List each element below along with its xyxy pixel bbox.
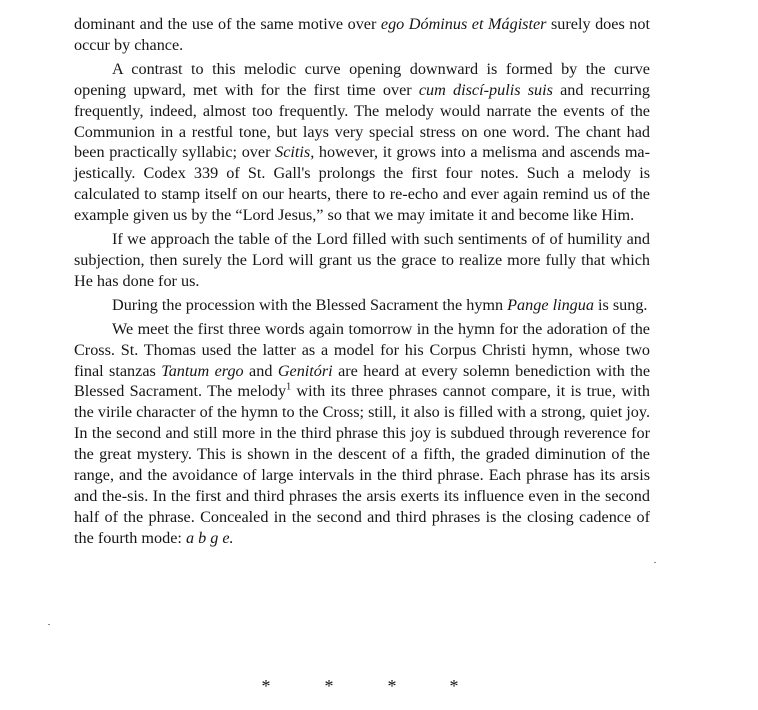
asterisk: * <box>449 676 459 696</box>
paragraph-2 <box>74 59 650 226</box>
paragraph-5 <box>74 319 650 549</box>
paragraph-4 <box>74 295 650 316</box>
text-segment: If we approach the table of the Lord filled with such sentiments of of humility and subjection, then surely the Lord will grant us the grace to realize more fully that which He has done for us. <box>74 230 650 290</box>
text-segment: During the procession with the Blessed Sacrament the hymn <box>112 295 508 314</box>
asterisk: * <box>324 676 334 696</box>
text-segment: surely does not occur by chance. <box>74 15 650 54</box>
footnote-marker: 1 <box>286 382 292 394</box>
scan-speck <box>48 624 50 625</box>
text-segment: A contrast to this melodic curve opening downward is formed by the curve opening upward, met with for the first time over <box>74 59 650 99</box>
text-segment: with its three phrases cannot compare, it is true, with the virile character of the hymn to the Cross; still, it also is filled with a strong, quiet joy. In the second and still more in the third phrase this joy is subdued through reverence for the great mystery. This is shown in the descent of a fifth, the graded diminution of the range, and the avoidance of large intervals in the third phrase. Each phrase has its arsis and the-sis. In the first and third phrases the arsis exerts its influence even in the second half of the phrase. Concealed in the second and third phrases is the closing cadence of the fourth mode: <box>74 382 650 547</box>
latin-phrase: Scitis, <box>275 143 315 162</box>
section-separator <box>0 674 758 698</box>
latin-phrase: cum discí-pulis suis <box>418 80 553 99</box>
asterisk: * <box>261 676 271 696</box>
text-segment: however, it grows into a melisma and ascends ma-jestically. Codex 339 of St. Gall's prolongs the first four notes. Such a melody is calculated to stamp itself on our hearts, there to re-echo and ever again remind us of the example given us by the “Lord Jesus,” so that we may imitate it and become like Him. <box>74 143 650 225</box>
text-segment: are heard at every solemn benediction with the Blessed Sacrament. The melody <box>74 361 650 401</box>
text-block <box>74 14 650 549</box>
asterisk: * <box>387 676 397 696</box>
mode-notes: a b g e. <box>185 528 234 547</box>
latin-phrase: ego Dóminus et Mágister <box>380 15 547 33</box>
paragraph-1 <box>74 14 650 56</box>
latin-phrase: Tantum ergo <box>161 361 244 380</box>
text-segment: and recurring frequently, indeed, almost too frequently. The melody would narrate the events of the Communion in a restful tone, but lays very special stress on one word. The chant had been practically syllabic; over <box>74 80 650 162</box>
latin-phrase: Pange lingua <box>507 295 594 314</box>
text-segment: is sung. <box>593 295 648 314</box>
scan-speck <box>654 562 656 563</box>
text-segment: We meet the first three words again tomorrow in the hymn for the adoration of the Cross. St. Thomas used the latter as a model for his Corpus Christi hymn, whose two final stanzas <box>74 319 650 380</box>
text-segment: dominant and the use of the same motive over <box>74 15 381 33</box>
paragraph-3 <box>74 229 650 292</box>
text-segment: and <box>243 361 278 380</box>
latin-phrase: Genitóri <box>277 361 333 380</box>
